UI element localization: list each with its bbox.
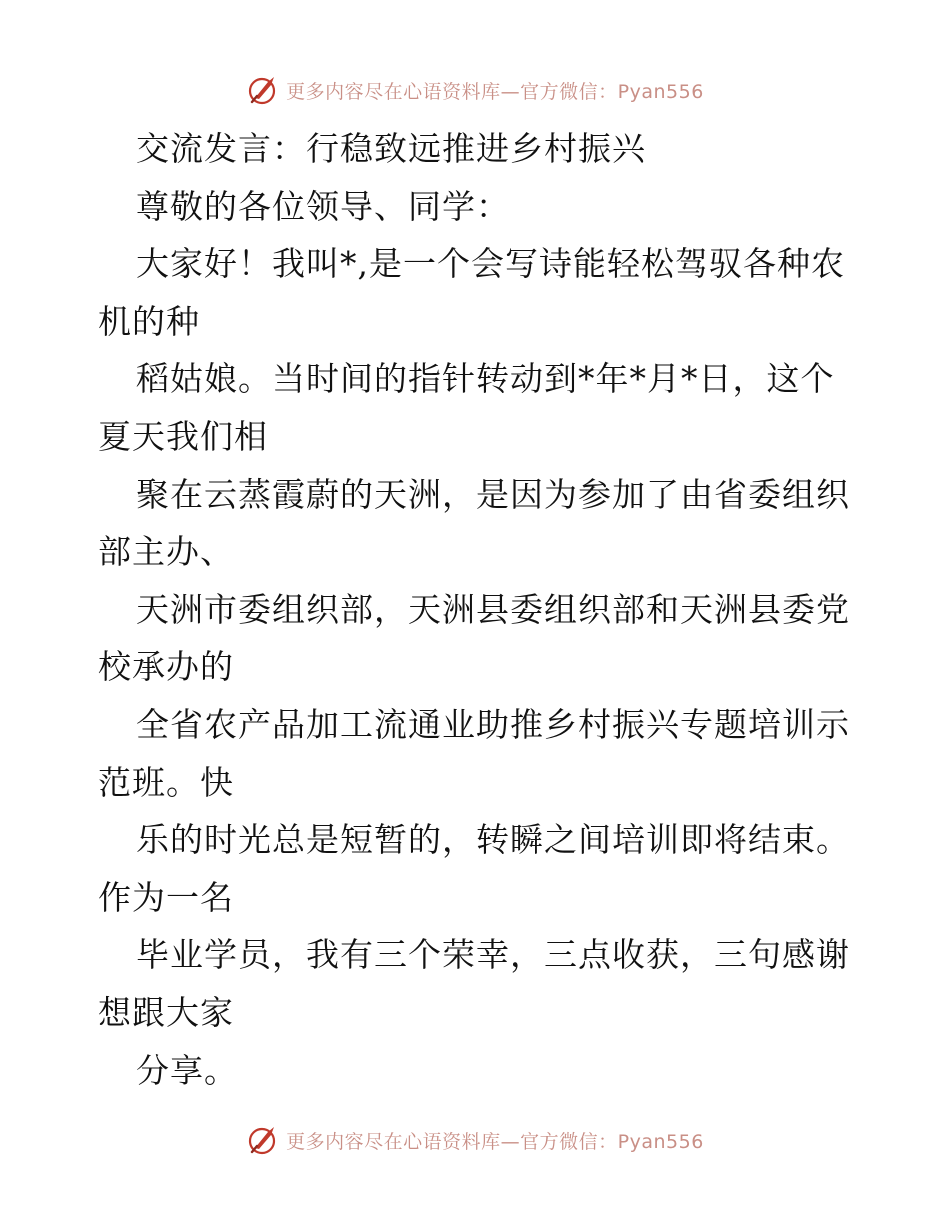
- speech-body: [98, 120, 858, 1099]
- text-line: 交流发言：行稳致远推进乡村振兴: [136, 129, 646, 168]
- text-line: 想跟大家: [98, 992, 234, 1032]
- banner-text: 更多内容尽在心语资料库—官方微信：Pyan556: [286, 80, 704, 103]
- text-line: 全省农产品加工流通业助推乡村振兴专题培训示: [136, 704, 850, 744]
- text-line: 大家好！我叫*,是一个会写诗能轻松驾驭各种农: [136, 244, 845, 284]
- text-line: 乐的时光总是短暂的，转瞬之间培训即将结束。: [136, 820, 850, 860]
- text-line: 天洲市委组织部，天洲县委组织部和天洲县委党: [136, 589, 850, 629]
- text-line: 分享。: [136, 1050, 238, 1090]
- text-line: 尊敬的各位领导、同学：: [136, 186, 510, 226]
- quill-pen-logo-icon: [246, 1123, 280, 1157]
- header-banner: [0, 70, 950, 110]
- text-line: 机的种: [98, 301, 200, 341]
- text-line: 稻姑娘。当时间的指针转动到*年*月*日，这个: [136, 359, 835, 399]
- text-line: 夏天我们相: [98, 416, 268, 456]
- text-line: 范班。快: [98, 762, 234, 802]
- text-line: 聚在云蒸霞蔚的天洲，是因为参加了由省委组织: [136, 474, 850, 514]
- text-line: 校承办的: [98, 647, 234, 687]
- text-line: 毕业学员，我有三个荣幸，三点收获，三句感谢: [136, 935, 850, 975]
- banner-text: 更多内容尽在心语资料库—官方微信：Pyan556: [286, 1130, 704, 1153]
- text-line: 作为一名: [98, 877, 234, 917]
- footer-banner: [0, 1120, 950, 1160]
- quill-pen-logo-icon: [246, 73, 280, 107]
- text-line: 部主办、: [98, 532, 234, 572]
